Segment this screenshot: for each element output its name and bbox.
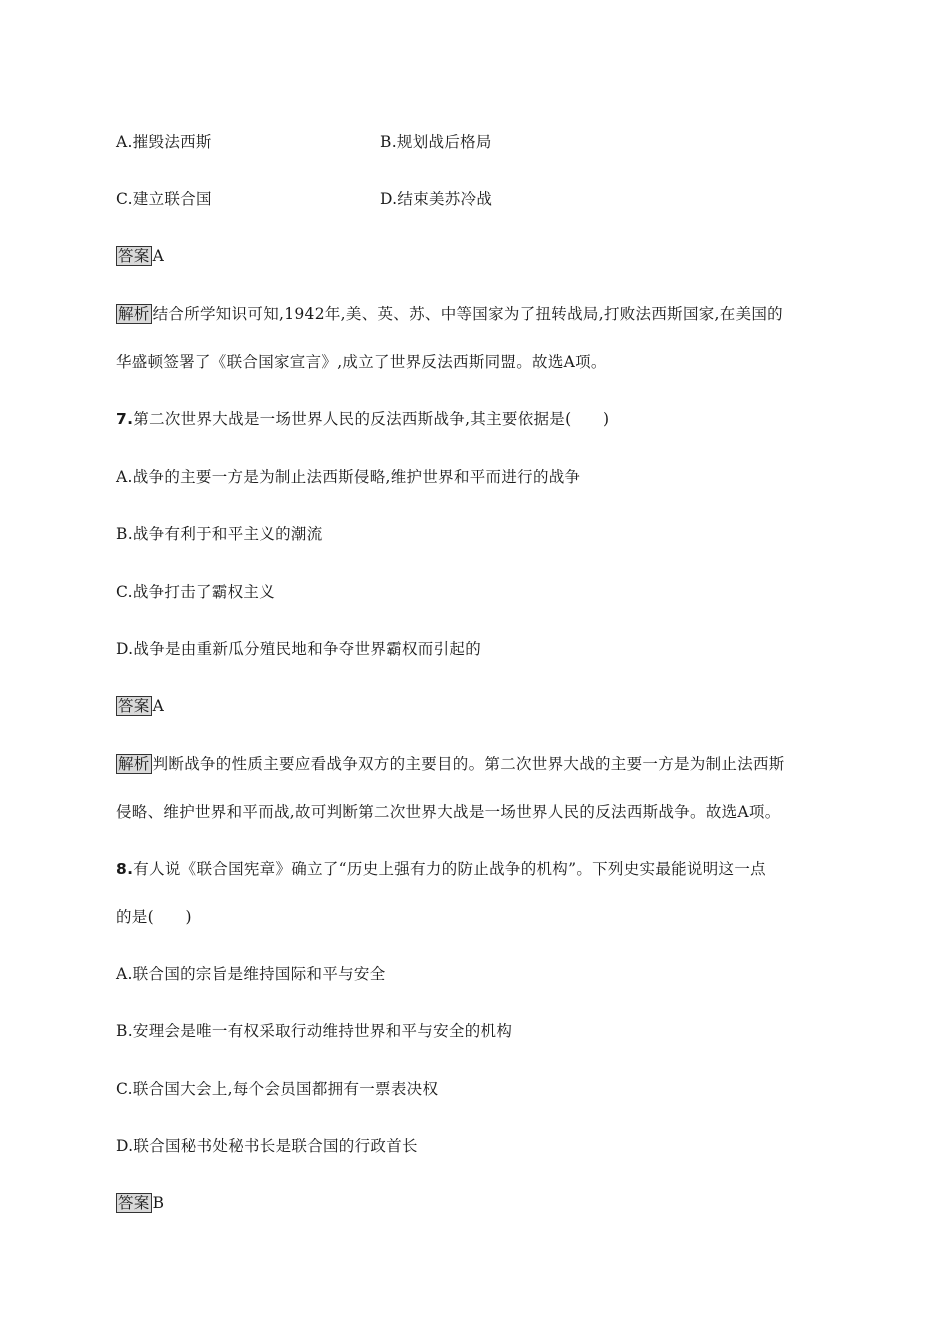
q6-answer xyxy=(116,246,164,266)
answer-value: A xyxy=(152,697,165,715)
analysis-text: 侵略、维护世界和平而战,故可判断第二次世界大战是一场世界人民的反法西斯战争。故选A项。 xyxy=(116,803,781,821)
q8-answer xyxy=(116,1193,164,1213)
analysis-text: 华盛顿签署了《联合国家宣言》,成立了世界反法西斯同盟。故选A项。 xyxy=(116,353,607,371)
q6-option-b: B.规划战后格局 xyxy=(380,133,492,151)
analysis-tag: 解析 xyxy=(118,755,150,773)
q7-option-c: C.战争打击了霸权主义 xyxy=(116,583,276,601)
answer-tag: 答案 xyxy=(118,247,150,265)
q6-option-c: C.建立联合国 xyxy=(116,190,212,208)
question-number: 8. xyxy=(116,860,134,878)
answer-tag: 答案 xyxy=(118,1194,150,1212)
analysis-text: 结合所学知识可知,1942年,美、英、苏、中等国家为了扭转战局,打败法西斯国家,在美国的 xyxy=(152,305,783,323)
q8-option-d: D.联合国秘书处秘书长是联合国的行政首长 xyxy=(116,1137,418,1155)
q7-option-b: B.战争有利于和平主义的潮流 xyxy=(116,525,323,543)
q6-options-row-1 xyxy=(116,132,492,152)
q7-analysis-line-1 xyxy=(116,754,785,774)
q7-option-d: D.战争是由重新瓜分殖民地和争夺世界霸权而引起的 xyxy=(116,640,482,658)
q7-answer xyxy=(116,696,164,716)
q7-stem xyxy=(116,409,609,429)
q7-option-a: A.战争的主要一方是为制止法西斯侵略,维护世界和平而进行的战争 xyxy=(116,468,581,486)
q6-options-row-2 xyxy=(116,189,493,209)
question-text: 有人说《联合国宪章》确立了“历史上强有力的防止战争的机构”。下列史实最能说明这一点 xyxy=(133,860,766,878)
analysis-text: 判断战争的性质主要应看战争双方的主要目的。第二次世界大战的主要一方是为制止法西斯 xyxy=(152,755,785,773)
question-text: 第二次世界大战是一场世界人民的反法西斯战争,其主要依据是( ) xyxy=(133,410,610,428)
q8-stem-line-1 xyxy=(116,859,766,879)
q6-analysis-line-2 xyxy=(116,352,607,372)
answer-tag: 答案 xyxy=(118,697,150,715)
q6-option-d: D.结束美苏冷战 xyxy=(380,190,493,208)
answer-value: A xyxy=(152,247,165,265)
q8-stem-line-2: 的是( ) xyxy=(116,908,192,926)
q8-option-b: B.安理会是唯一有权采取行动维持世界和平与安全的机构 xyxy=(116,1022,513,1040)
q8-option-c: C.联合国大会上,每个会员国都拥有一票表决权 xyxy=(116,1080,439,1098)
q6-analysis-line-1 xyxy=(116,304,783,324)
q6-option-a: A.摧毁法西斯 xyxy=(116,133,212,151)
analysis-tag: 解析 xyxy=(118,305,150,323)
question-number: 7. xyxy=(116,410,134,428)
answer-value: B xyxy=(152,1194,165,1212)
q8-option-a: A.联合国的宗旨是维持国际和平与安全 xyxy=(116,965,386,983)
q7-analysis-line-2 xyxy=(116,802,781,822)
